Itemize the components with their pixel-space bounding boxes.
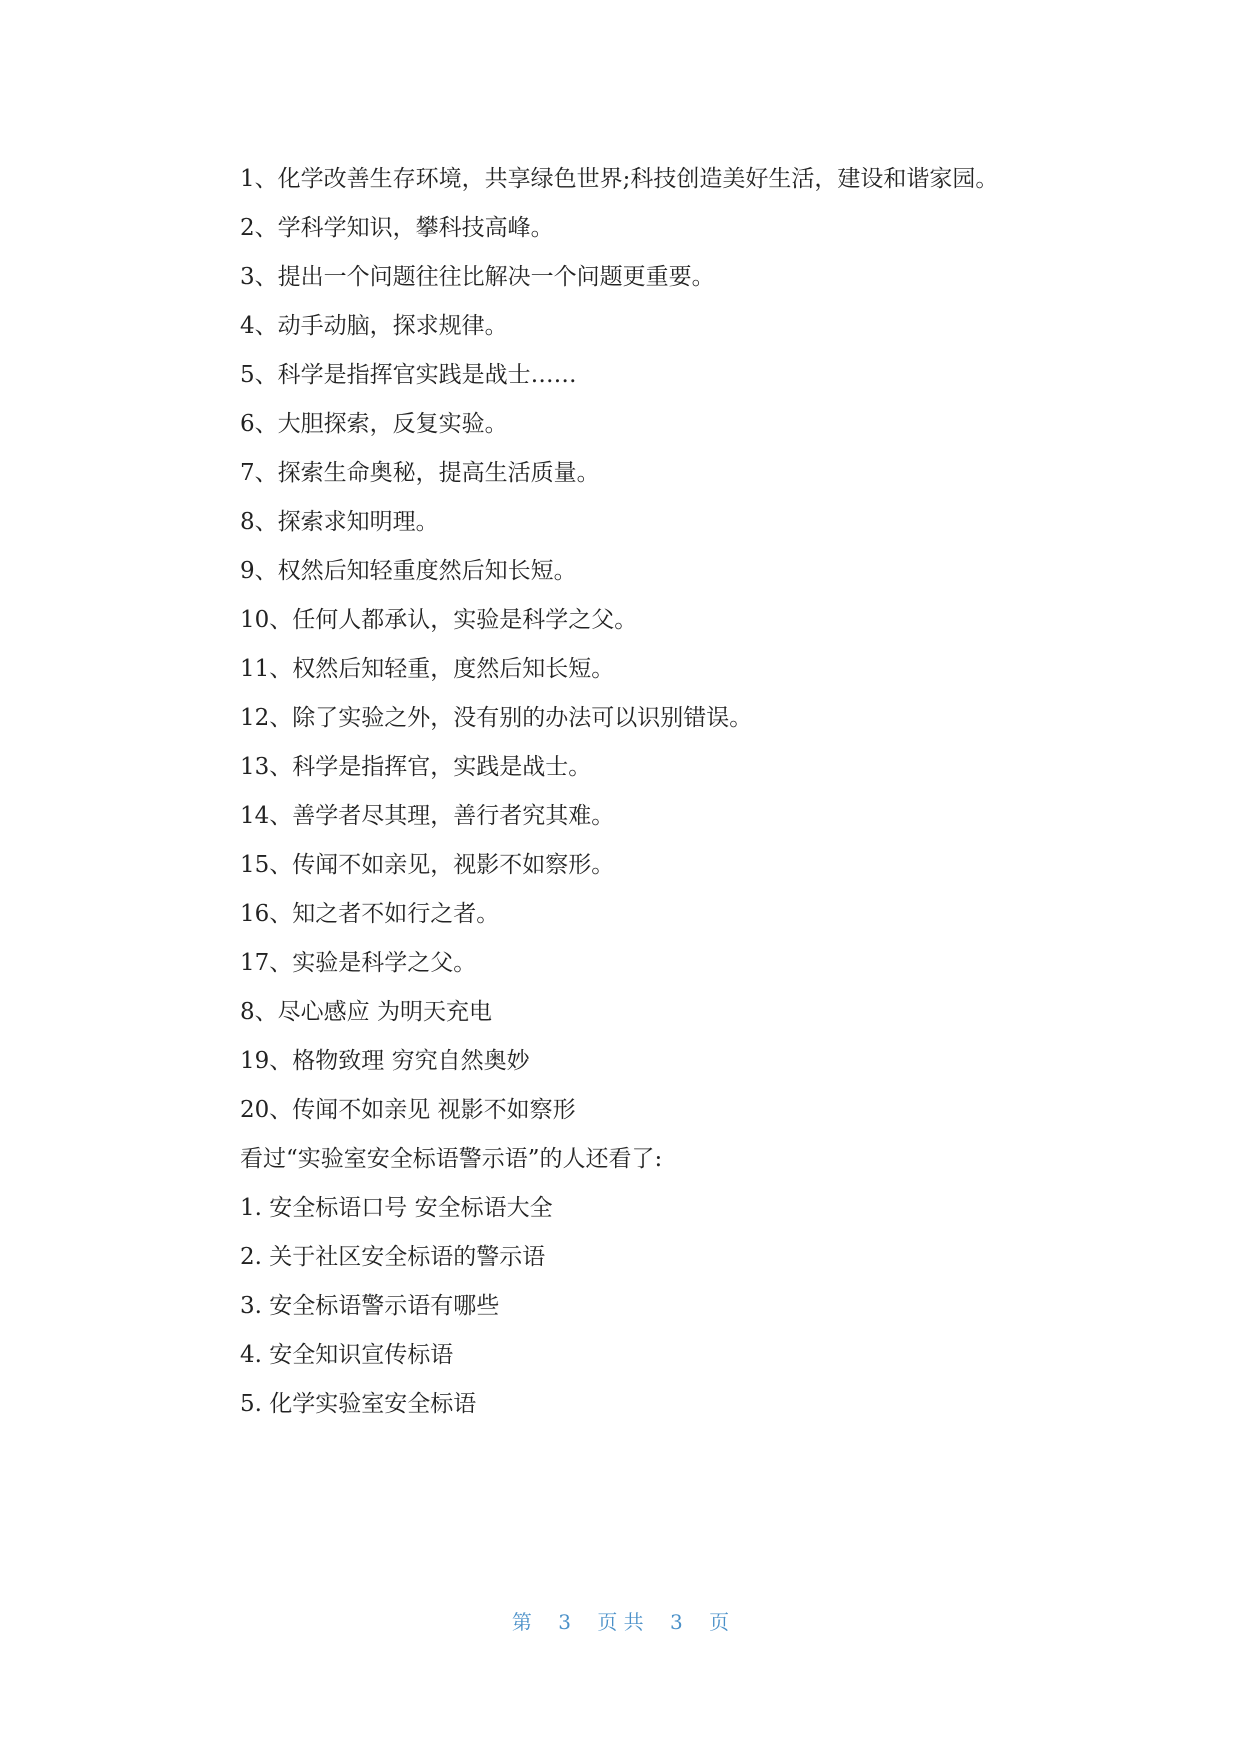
paragraph: 4、动手动脑，探求规律。: [240, 313, 508, 339]
paragraph: 1、化学改善生存环境，共享绿色世界;科技创造美好生活，建设和谐家园。: [240, 166, 999, 192]
paragraph: 17、实验是科学之父。: [240, 950, 477, 976]
paragraph: 6、大胆探索，反复实验。: [240, 411, 508, 437]
paragraph: 5、科学是指挥官实践是战士……: [240, 362, 577, 388]
related-heading: 看过“实验室安全标语警示语”的人还看了:: [240, 1146, 663, 1172]
related-link[interactable]: 3. 安全标语警示语有哪些: [240, 1293, 500, 1319]
related-link[interactable]: 4. 安全知识宣传标语: [240, 1342, 454, 1368]
paragraph: 9、权然后知轻重度然后知长短。: [240, 558, 577, 584]
footer-prefix: 第: [511, 1610, 532, 1634]
paragraph: 12、除了实验之外，没有别的办法可以识别错误。: [240, 705, 753, 731]
related-link[interactable]: 1. 安全标语口号 安全标语大全: [240, 1195, 553, 1221]
footer-current-page: 3: [558, 1610, 571, 1634]
paragraph: 8、探索求知明理。: [240, 509, 439, 535]
paragraph: 16、知之者不如行之者。: [240, 901, 500, 927]
related-link[interactable]: 5. 化学实验室安全标语: [240, 1391, 477, 1417]
footer-middle: 页 共: [597, 1610, 644, 1634]
paragraph: 8、尽心感应 为明天充电: [240, 999, 492, 1025]
related-link[interactable]: 2. 关于社区安全标语的警示语: [240, 1244, 546, 1270]
page-footer: [0, 1606, 1241, 1635]
paragraph: 2、学科学知识，攀科技高峰。: [240, 215, 554, 241]
footer-total-pages: 3: [670, 1610, 683, 1634]
paragraph: 7、探索生命奥秘，提高生活质量。: [240, 460, 600, 486]
paragraph: 14、善学者尽其理，善行者究其难。: [240, 803, 615, 829]
paragraph: 20、传闻不如亲见 视影不如察形: [240, 1097, 576, 1123]
paragraph: 13、科学是指挥官，实践是战士。: [240, 754, 592, 780]
paragraph: 15、传闻不如亲见，视影不如察形。: [240, 852, 615, 878]
paragraph: 3、提出一个问题往往比解决一个问题更重要。: [240, 264, 715, 290]
paragraph: 11、权然后知轻重，度然后知长短。: [240, 656, 615, 682]
paragraph: 10、任何人都承认，实验是科学之父。: [240, 607, 638, 633]
footer-suffix: 页: [709, 1610, 730, 1634]
document-body: [190, 155, 1052, 1429]
paragraph: 19、格物致理 穷究自然奥妙: [240, 1048, 530, 1074]
